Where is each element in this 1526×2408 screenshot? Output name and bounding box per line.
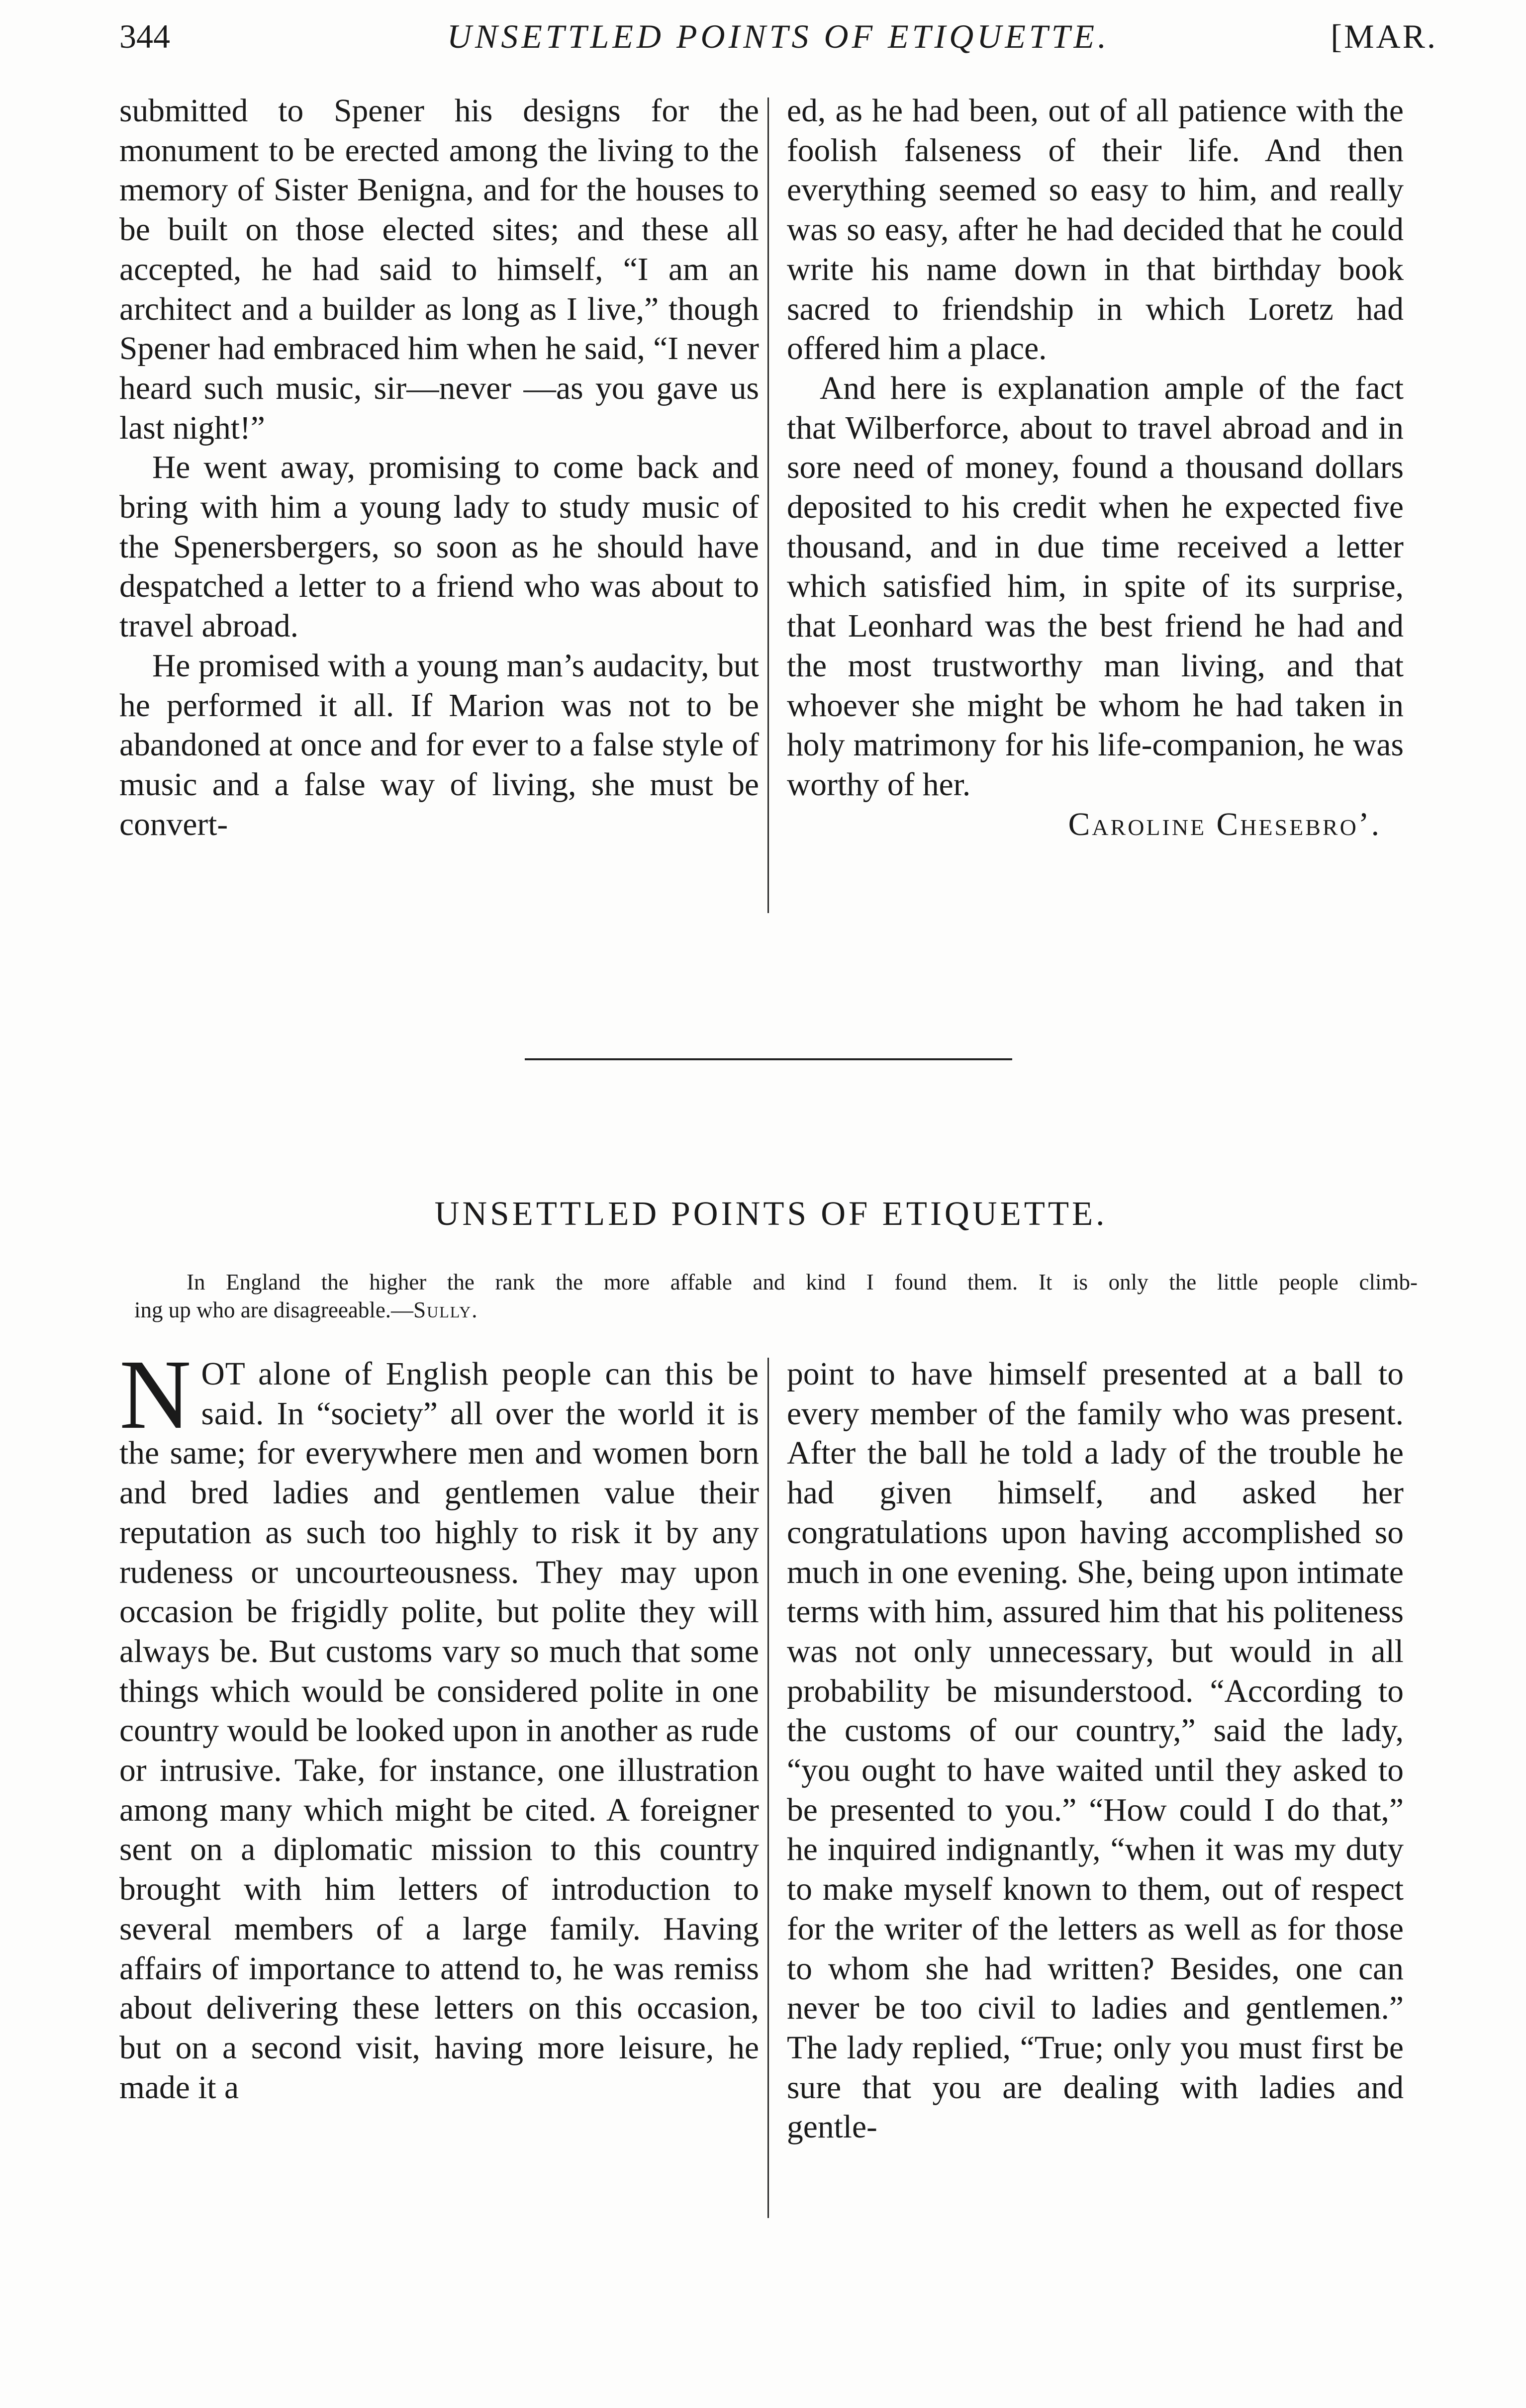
epigraph-line-2: ing up who are disagreeable.— [134,1297,414,1322]
story-paragraph-5: And here is explanation ample of the fact that Wilberforce, about to travel abroad and in sore need of money, found a thousand dollars deposited to his credit when he expected five thousand, and in due time received a letter which satisfied him, in spite of its surprise, that Leonhard was the best friend he had and the most trustworthy man living, and that whoever she might be whom he had taken in holy matrimony for his life-companion, he was worthy of her. [787,370,1404,803]
epigraph-author: Sully. [413,1297,478,1322]
article-paragraph-1-continued: point to have himself presented at a ball to every member of the family who was present. After the ball he told a lady of the trouble he had given himself, and asked her congratulations upon having accomplished so much in one evening. She, being upon intimate terms with him, assured him that his politeness was not only unnecessary, but would in all probability be misunderstood. “According to the customs of our country,” said the lady, “you ought to have waited until they asked to be presented to you.” “How could I do that,” he inquired indignantly, “when it was my duty to make myself known to them, out of respect for the writer of the letters as well as for those to whom she had written? Besides, one can never be too civil to ladies and gentlemen.” The lady replied, “True; only you must first be sure that you are dealing with ladies and gentle- [787,1356,1404,2145]
article-paragraph-1 [119,1355,759,2108]
epigraph-line-1: In England the higher the rank the more affable and kind I found them. It is only the little people climb- [187,1270,1418,1295]
article-paragraph-1-body: In “society” all over the world it is the same; for everywhere men and women born and bred ladies and gentlemen value their reputation as such too highly to risk it by any rudeness or uncourteousness. They may upon occasion be frigidly polite, but polite they will always be. But customs vary so much that some things which would be considered polite in one country would be looked upon in another as rude or intrusive. Take, for instance, one illustration among many which might be cited. A foreigner sent on a diplomatic mission to this country brought with him letters of introduction to several members of a large family. Having affairs of importance to attend to, he was remiss about delivering these letters on this occasion, but on a second visit, having more leisure, he made it a [119,1395,759,2106]
drop-cap-letter: N [119,1355,191,1450]
story-paragraph-4: ed, as he had been, out of all patience with the foolish falseness of their life. And then everything seemed so easy to him, and really was so easy, after he had decided that he could write his name down in that birthday book sacred to friendship in which Loretz had offered him a place. [787,93,1404,367]
running-head [119,9,1437,64]
running-month: [MAR. [1331,17,1437,55]
story-right-column [787,92,1404,947]
story-paragraph-2: He went away, promising to come back and bring with him a young lady to study music of the Spenersbergers, so soon as he should have despatched a letter to a friend who was about to travel abroad. [119,450,759,645]
article-title: UNSETTLED POINTS OF ETIQUETTE. [434,1195,1108,1232]
article-opening-sentence: OT alone of English people can this be said. [201,1356,759,1432]
article-right-column [787,1355,1404,2255]
story-paragraph-3: He promised with a young man’s audacity, but he performed it all. If Marion was not to be abandoned at once and for ever to a false style of music and a false way of living, she must be convert- [119,648,759,842]
article-left-column [119,1355,759,2255]
story-paragraph-1: submitted to Spener his designs for the monument to be erected among the living to the memory of Sister Benigna, and for the houses to be built on those elected sites; and these all accepted, he had said to himself, “I am an architect and a builder as long as I live,” though Spener had embraced him when he said, “I never heard such music, sir—never —as you gave us last night!” [119,93,759,446]
page-number: 344 [119,17,170,55]
top-column-rule [767,97,769,913]
author-signature: Caroline Chesebro’. [1068,806,1381,842]
running-title: UNSETTLED POINTS OF ETIQUETTE. [447,17,1110,55]
story-left-column [119,92,759,932]
bottom-column-rule [767,1358,769,2218]
section-divider-rule [525,1058,1012,1060]
article-epigraph [134,1268,1418,1324]
